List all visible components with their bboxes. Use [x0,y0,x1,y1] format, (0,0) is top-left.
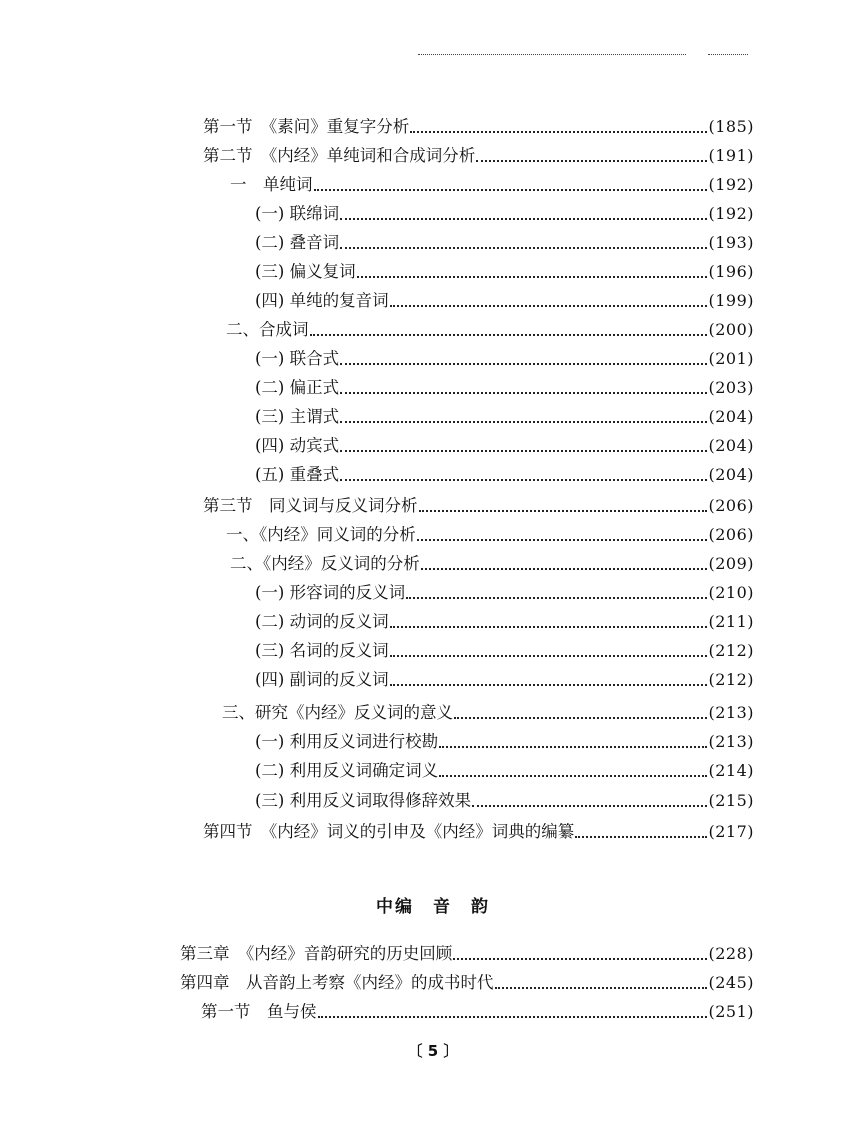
toc-entry[interactable] [255,400,754,428]
toc-entry-page: (245) [708,973,754,992]
toc-entry[interactable] [180,937,754,965]
toc-entry-title: (二) 动词的反义词 [255,612,389,631]
toc-entry-page: (213) [708,732,754,751]
toc-entry-page: (228) [708,944,754,963]
toc-entry-page: (214) [708,761,754,780]
toc-entry[interactable] [255,754,754,782]
toc-entry[interactable] [226,518,754,546]
toc-entry-title: 二、合成词 [226,320,309,339]
page-number: 〔 5 〕 [407,1042,459,1060]
toc-entry[interactable] [255,284,754,312]
toc-entry-page: (203) [708,378,754,397]
leader-dots [495,987,708,989]
toc-entry[interactable] [255,342,754,370]
toc-entry[interactable] [203,489,754,517]
leader-dots [318,1016,708,1018]
leader-dots [439,775,707,777]
toc-entry-title: (三) 利用反义词取得修辞效果 [255,791,472,810]
toc-entry-page: (209) [708,554,754,573]
toc-entry[interactable] [203,110,754,138]
toc-entry-title: 二、《内经》反义词的分析 [230,554,420,573]
toc-entry[interactable] [255,605,754,633]
leader-dots [340,450,707,452]
toc-entry-page: (217) [708,822,754,841]
leader-dots [340,247,707,249]
leader-dots [419,510,708,512]
toc-entry-page: (193) [708,233,754,252]
toc-entry-title: (四) 动宾式 [255,436,340,455]
toc-entry[interactable] [230,168,754,196]
leader-dots [390,655,708,657]
leader-dots [454,717,707,719]
leader-dots [310,334,708,336]
toc-entry-title: (四) 单纯的复音词 [255,291,389,310]
toc-entry-title: (三) 偏义复词 [255,262,356,281]
toc-entry-page: (192) [708,175,754,194]
leader-dots [472,805,707,807]
leader-dots [390,684,708,686]
leader-dots [575,836,707,838]
leader-dots [421,568,708,570]
leader-dots [453,958,707,960]
toc-entry-title: 第四节 《内经》词义的引申及《内经》词典的编纂 [203,822,575,841]
toc-entry-page: (196) [708,262,754,281]
toc-entry-page: (191) [708,146,754,165]
toc-entry-page: (185) [708,117,754,136]
header-rule [418,54,686,55]
toc-entry-page: (204) [708,436,754,455]
toc-entry-title: (三) 名词的反义词 [255,641,389,660]
toc-entry-title: 第二节 《内经》单纯词和合成词分析 [203,146,476,165]
toc-entry-page: (215) [708,791,754,810]
toc-entry-title: 第三节 同义词与反义词分析 [203,496,418,515]
toc-entry-page: (251) [708,1002,754,1021]
toc-entry[interactable] [255,226,754,254]
toc-entry-title: (四) 副词的反义词 [255,670,389,689]
toc-entry-page: (204) [708,407,754,426]
header-rule-short [708,54,748,55]
toc-entry-title: (二) 叠音词 [255,233,340,252]
toc-entry-page: (212) [708,670,754,689]
toc-entry-page: (192) [708,204,754,223]
toc-entry[interactable] [203,139,754,167]
toc-entry[interactable] [255,784,754,812]
leader-dots [314,189,708,191]
toc-entry[interactable] [203,815,754,843]
toc-entry-title: (一) 联合式 [255,349,340,368]
leader-dots [390,305,708,307]
leader-dots [406,597,707,599]
toc-entry-title: (一) 利用反义词进行校勘 [255,732,439,751]
toc-entry-title: 第四章 从音韵上考察《内经》的成书时代 [180,973,494,992]
toc-entry-page: (213) [708,703,754,722]
toc-entry[interactable] [255,197,754,225]
toc-entry-page: (212) [708,641,754,660]
toc-entry-page: (201) [708,349,754,368]
toc-entry-title: (一) 联绵词 [255,204,340,223]
toc-entry-title: (五) 重叠式 [255,465,340,484]
leader-dots [410,131,707,133]
toc-entry[interactable] [255,371,754,399]
toc-entry[interactable] [255,458,754,486]
leader-dots [340,479,707,481]
toc-entry-page: (199) [708,291,754,310]
leader-dots [417,539,708,541]
toc-entry-page: (206) [708,496,754,515]
leader-dots [476,160,707,162]
leader-dots [357,276,708,278]
leader-dots [390,626,708,628]
toc-entry-title: 第一节 鱼与侯 [201,1002,317,1021]
toc-entry[interactable] [201,995,754,1023]
toc-entry-page: (200) [708,320,754,339]
toc-entry-title: (二) 偏正式 [255,378,340,397]
leader-dots [340,421,707,423]
toc-entry-title: 一 单纯词 [230,175,313,194]
toc-entry[interactable] [255,634,754,662]
toc-entry[interactable] [255,725,754,753]
toc-entry-title: 第三章 《内经》音韵研究的历史回顾 [180,944,453,963]
toc-entry-title: (二) 利用反义词确定词义 [255,761,439,780]
toc-entry-page: (210) [708,583,754,602]
leader-dots [340,218,707,220]
toc-entry[interactable] [230,547,754,575]
toc-entry[interactable] [255,576,754,604]
toc-entry[interactable] [222,696,754,724]
toc-entry[interactable] [226,313,754,341]
leader-dots [340,363,707,365]
toc-entry[interactable] [255,255,754,283]
toc-entry-page: (211) [708,612,754,631]
toc-entry-page: (204) [708,465,754,484]
toc-entry-title: (一) 形容词的反义词 [255,583,406,602]
toc-entry-page: (206) [708,525,754,544]
toc-entry-title: (三) 主谓式 [255,407,340,426]
toc-entry-title: 三、研究《内经》反义词的意义 [222,703,453,722]
toc-entry-title: 第一节 《素问》重复字分析 [203,117,410,136]
leader-dots [439,746,707,748]
toc-entry-title: 一、《内经》同义词的分析 [226,525,416,544]
section-heading: 中编 音 韵 [376,897,490,917]
toc-entry[interactable] [255,663,754,691]
toc-entry[interactable] [255,429,754,457]
leader-dots [340,392,707,394]
toc-entry[interactable] [180,966,754,994]
